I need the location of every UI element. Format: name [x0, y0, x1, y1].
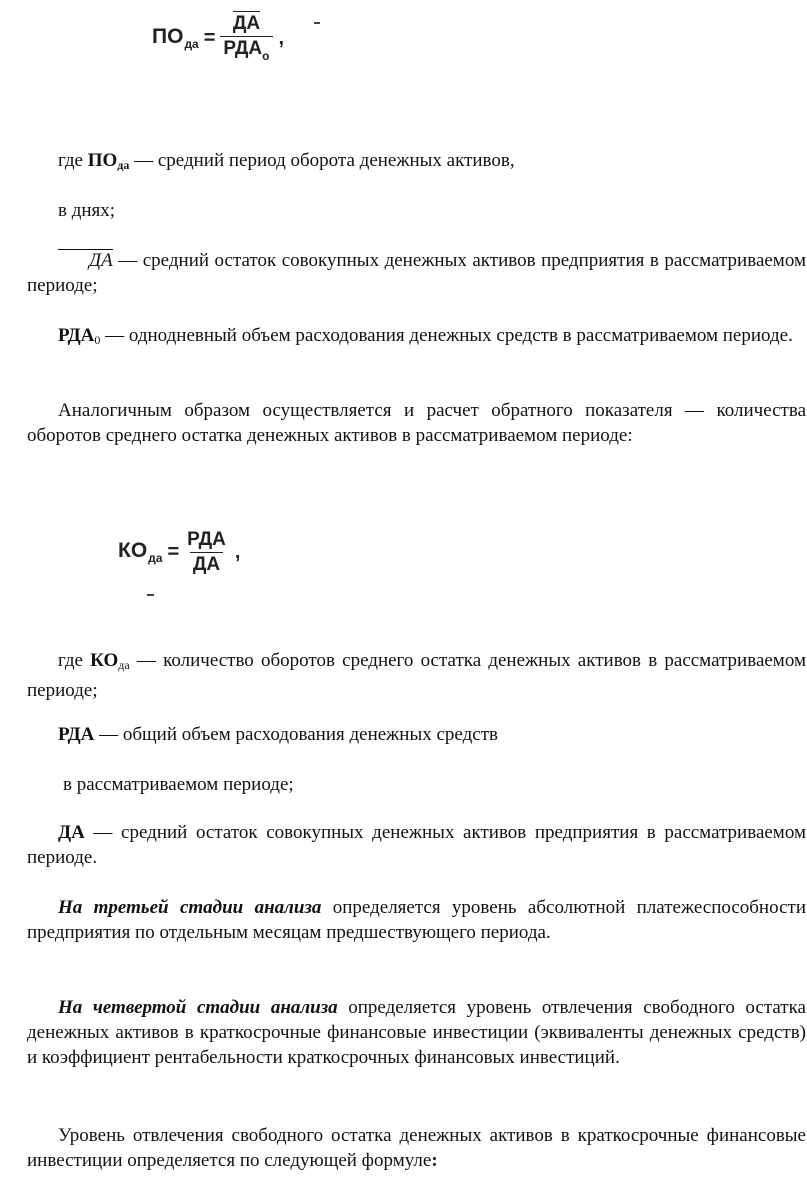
- paragraph-diversion-level: [27, 1123, 806, 1173]
- p6-term-subscript: да: [118, 658, 130, 672]
- formula2-comma: ,: [234, 540, 241, 563]
- formula2-lhs-subscript: да: [148, 551, 163, 566]
- paragraph-definition-po: [58, 148, 806, 178]
- p9-rest: — средний остаток совокупных денежных активов предприятия в рассматриваемом периоде.: [27, 822, 806, 868]
- p11-rest: определяется уровень отвлечения свободного остатка денежных активов в краткосрочные финансовые инвестиции (эквиваленты денежных средств) и коэффициент рентабельности краткосрочных финансовых инвестиций.: [27, 997, 806, 1068]
- formula2-lhs: $КО_{да}$: [118, 539, 163, 566]
- p7-rest: — общий объем расходования денежных средств: [94, 724, 498, 745]
- paragraph-definition-da: [27, 248, 806, 298]
- formula2-numerator: РДА: [187, 529, 226, 550]
- formula1-denominator: $РДА_о$: [220, 36, 272, 63]
- p4-rest: — однодневный объем расходования денежных средств в рассматриваемом периоде.: [100, 325, 793, 346]
- p12-colon: :: [431, 1150, 438, 1171]
- p3-term: ДА: [58, 249, 113, 271]
- p1-rest: — средний период оборота денежных активов,: [129, 150, 515, 171]
- formula-turnover-period: [152, 14, 284, 63]
- p6-rest: — количество оборотов среднего остатка денежных активов в рассматриваемом периоде;: [27, 650, 806, 701]
- formula1-lhs-subscript: да: [184, 37, 199, 52]
- paragraph-in-period: [63, 772, 803, 797]
- p2-text: в днях;: [58, 200, 116, 221]
- p1-lead: где: [58, 150, 88, 171]
- formula1-comma: ,: [278, 26, 285, 49]
- p8-text: в рассматриваемом периоде;: [63, 774, 294, 795]
- scan-speck: [314, 22, 320, 24]
- p4-term: РДА0: [58, 325, 101, 347]
- p6-lead: где: [58, 650, 91, 671]
- p10-rest: определяется уровень абсолютной платежеспособности предприятия по отдельным месяцам предшествующего периода.: [27, 897, 806, 943]
- paragraph-third-stage: [27, 895, 806, 945]
- p1-term-subscript: да: [117, 158, 130, 172]
- paragraph-in-days: [58, 198, 806, 223]
- scan-speck: [147, 594, 154, 596]
- paragraph-definition-ko: [27, 648, 806, 703]
- formula2-fraction: [184, 530, 229, 575]
- formula1-equals: =: [203, 26, 216, 49]
- formula2-denominator: ДА: [190, 552, 223, 575]
- paragraph-analogous-calc: [27, 398, 806, 448]
- formula-turnover-count: [118, 530, 240, 575]
- p4-term-subscript: 0: [94, 333, 101, 347]
- formula1-lhs: $ПО_{да}$: [152, 25, 199, 52]
- p10-term: На третьей стадии анализа: [58, 897, 322, 918]
- paragraph-fourth-stage: [27, 995, 806, 1070]
- paragraph-definition-rda: [58, 722, 806, 747]
- formula1-fraction: [220, 14, 272, 63]
- p7-term: РДА: [58, 724, 95, 745]
- p9-term: ДА: [58, 822, 85, 843]
- p3-rest: — средний остаток совокупных денежных активов предприятия в рассматриваемом периоде;: [27, 250, 806, 296]
- formula1-denominator-subscript: о: [262, 48, 270, 63]
- p11-term: На четвертой стадии анализа: [58, 997, 338, 1018]
- formula2-equals: =: [167, 540, 180, 563]
- formula1-numerator: ДА: [232, 13, 261, 34]
- paragraph-definition-da-2: [27, 820, 806, 870]
- p1-term: ПОда: [87, 150, 130, 172]
- p6-term: КОда: [90, 650, 130, 672]
- p5-text: Аналогичным образом осуществляется и расчет обратного показателя — количества оборотов среднего остатка денежных активов в рассматриваемом периоде:: [27, 400, 806, 446]
- paragraph-definition-rda0: [27, 323, 806, 353]
- p12-text: Уровень отвлечения свободного остатка денежных активов в краткосрочные финансовые инвестиции определяется по следующей формуле: [27, 1125, 806, 1171]
